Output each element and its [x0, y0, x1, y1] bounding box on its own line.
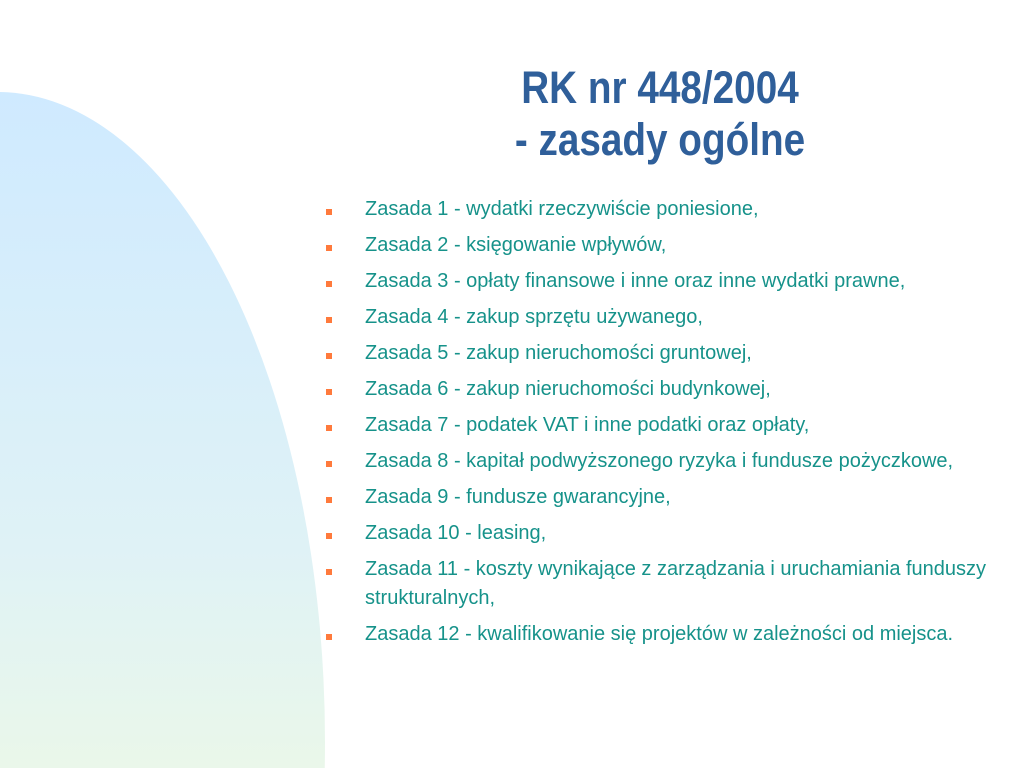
bullet-item-8: [325, 447, 1000, 476]
square-bullet-icon: [326, 389, 332, 395]
bullet-item-3: [325, 267, 1000, 296]
square-bullet-icon: [326, 569, 332, 575]
square-bullet-icon: [326, 425, 332, 431]
bullet-item-4: [325, 303, 1000, 332]
square-bullet-icon: [326, 209, 332, 215]
bullet-text: Zasada 2 - księgowanie wpływów,: [365, 234, 667, 256]
bullet-item-5: [325, 339, 1000, 368]
bullet-text: Zasada 1 - wydatki rzeczywiście poniesione,: [365, 198, 759, 220]
bullet-item-9: [325, 483, 1000, 512]
square-bullet-icon: [326, 281, 332, 287]
square-bullet-icon: [326, 245, 332, 251]
title-line-1: RK nr 448/2004: [521, 62, 799, 113]
square-bullet-icon: [326, 533, 332, 539]
bullet-text: Zasada 11 - koszty wynikające z zarządzania i uruchamiania funduszy strukturalnych,: [365, 558, 987, 609]
bullet-item-12: [325, 620, 1000, 649]
square-bullet-icon: [326, 497, 332, 503]
bullet-text: Zasada 7 - podatek VAT i inne podatki oraz opłaty,: [365, 414, 810, 436]
bullet-item-7: [325, 411, 1000, 440]
bullet-text: Zasada 8 - kapitał podwyższonego ryzyka i fundusze pożyczkowe,: [365, 450, 954, 472]
bullet-text: Zasada 9 - fundusze gwarancyjne,: [365, 486, 671, 508]
bullet-text: Zasada 10 - leasing,: [365, 522, 547, 544]
bullet-text: Zasada 12 - kwalifikowanie się projektów w zależności od miejsca.: [365, 623, 954, 645]
square-bullet-icon: [326, 461, 332, 467]
slide-title: [376, 62, 944, 166]
bullet-text: Zasada 6 - zakup nieruchomości budynkowej,: [365, 378, 771, 400]
bullet-item-6: [325, 375, 1000, 404]
bullet-item-10: [325, 519, 1000, 548]
bullet-item-2: [325, 231, 1000, 260]
bullet-item-11: [325, 555, 1000, 613]
decorative-gradient-shape: [0, 92, 325, 768]
bullet-text: Zasada 5 - zakup nieruchomości gruntowej,: [365, 342, 752, 364]
bullet-item-1: [325, 195, 1000, 224]
bullet-list: [325, 195, 1000, 656]
square-bullet-icon: [326, 317, 332, 323]
square-bullet-icon: [326, 634, 332, 640]
bullet-text: Zasada 4 - zakup sprzętu używanego,: [365, 306, 703, 328]
title-line-2: - zasady ogólne: [514, 114, 806, 165]
bullet-text: Zasada 3 - opłaty finansowe i inne oraz inne wydatki prawne,: [365, 270, 906, 292]
square-bullet-icon: [326, 353, 332, 359]
